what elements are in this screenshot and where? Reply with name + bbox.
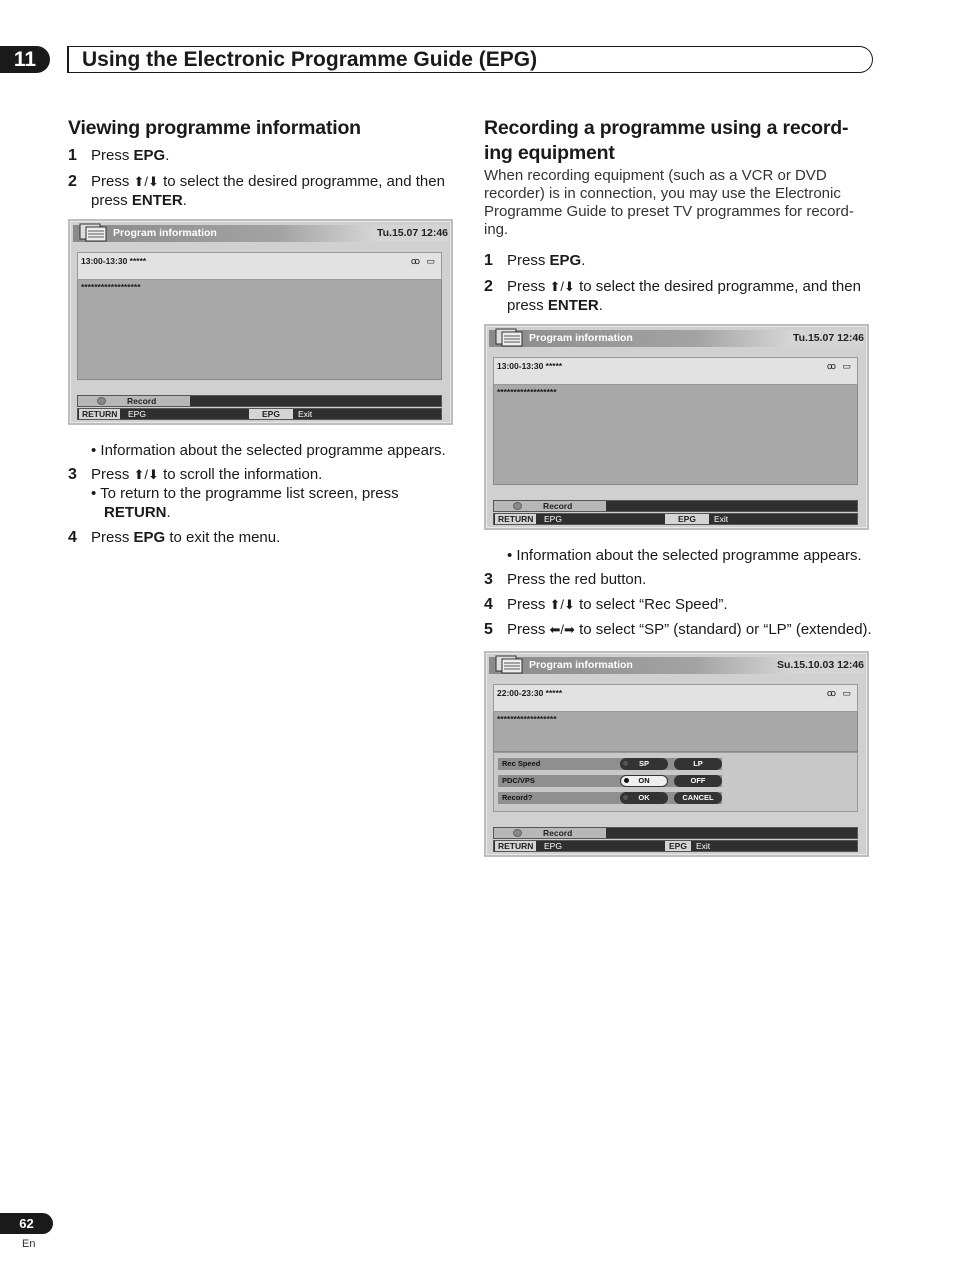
right-bullet-1: • Information about the selected programme appears. xyxy=(507,547,862,564)
option-off[interactable] xyxy=(674,775,722,787)
step-text: Press xyxy=(91,529,134,546)
record-label: Record xyxy=(543,501,573,511)
right-heading: Recording a programme using a record-ing equipment xyxy=(484,117,849,164)
osd-info-header xyxy=(493,684,858,712)
step-text: . xyxy=(165,147,170,164)
left-bullet-2 xyxy=(68,484,458,522)
up-down-arrow-icon: ⬆/⬇ xyxy=(549,279,575,294)
osd-titlebar xyxy=(489,657,864,674)
step-text: Press xyxy=(507,252,550,269)
key-label: ENTER xyxy=(131,192,183,209)
option-sp[interactable] xyxy=(620,758,668,770)
option-label: ON xyxy=(638,776,650,785)
osd-nav-bar xyxy=(493,840,858,852)
step-text: . xyxy=(182,192,187,209)
stereo-subtitle-icon: ꝏ ▭ xyxy=(826,688,853,698)
red-button-icon xyxy=(97,397,106,405)
left-bullet-1: • Information about the selected programme appears. xyxy=(91,442,446,459)
step-text: to select “Rec Speed”. xyxy=(574,596,728,613)
programme-description: ****************** xyxy=(81,282,141,292)
osd-info-header xyxy=(493,357,858,385)
record-cell xyxy=(494,828,607,838)
option-ok[interactable] xyxy=(620,792,668,804)
record-label: Record xyxy=(127,396,157,406)
red-button-icon xyxy=(513,829,522,837)
option-label: OK xyxy=(638,793,650,802)
exit-label: Exit xyxy=(298,409,313,419)
step-text: Press the red button. xyxy=(507,571,647,588)
osd-datetime: Su.15.10.03 12:46 xyxy=(777,659,864,671)
osd-titlebar xyxy=(489,330,864,347)
left-right-arrow-icon: ⬅/➡ xyxy=(549,622,575,637)
step-text: to select the desired programme, and then press xyxy=(507,278,861,314)
osd-info-header xyxy=(77,252,442,280)
osd-titlebar xyxy=(73,225,448,242)
left-column xyxy=(68,116,458,547)
record-cell xyxy=(494,501,607,511)
tv-guide-icon xyxy=(495,654,523,674)
right-column xyxy=(484,116,876,857)
osd-title: Program information xyxy=(113,227,217,239)
step-number: 3 xyxy=(484,571,493,588)
option-label: LP xyxy=(693,759,703,768)
step-text: Press xyxy=(507,621,550,638)
setting-label: Record? xyxy=(502,793,533,802)
setting-label: PDC/VPS xyxy=(502,776,535,785)
setting-label: Rec Speed xyxy=(502,759,541,768)
right-step-3 xyxy=(484,570,876,589)
up-down-arrow-icon: ⬆/⬇ xyxy=(133,174,159,189)
right-intro: When recording equipment (such as a VCR or DVD recorder) is in connection, you may use the Electronic Programme Guide to preset TV programmes for record-ing. xyxy=(484,167,854,238)
return-label: EPG xyxy=(128,409,146,419)
osd-nav-bar xyxy=(493,513,858,525)
tv-guide-icon xyxy=(495,327,523,347)
return-key[interactable]: RETURN xyxy=(495,514,536,524)
step-number: 3 xyxy=(68,466,77,483)
step-text: Press xyxy=(507,596,550,613)
osd-title: Program information xyxy=(529,659,633,671)
stereo-subtitle-icon: ꝏ ▭ xyxy=(826,361,853,371)
radio-dot-icon xyxy=(624,778,629,783)
step-number: 2 xyxy=(484,278,493,295)
return-label: EPG xyxy=(544,841,562,851)
osd-info-body xyxy=(493,385,858,485)
language-code: En xyxy=(22,1238,36,1250)
osd-nav-bar xyxy=(77,408,442,420)
osd-record-bar[interactable] xyxy=(77,395,442,407)
left-step-4 xyxy=(68,528,458,547)
left-step-1 xyxy=(68,146,458,165)
option-lp[interactable] xyxy=(674,758,722,770)
option-label: OFF xyxy=(690,776,706,785)
osd-program-information-2 xyxy=(484,324,869,530)
step-number: 4 xyxy=(68,529,77,546)
bullet-text: . xyxy=(166,504,171,521)
key-label: EPG xyxy=(133,529,166,546)
left-heading: Viewing programme information xyxy=(68,117,361,139)
right-step-4 xyxy=(484,595,876,614)
page-number: 62 xyxy=(0,1213,53,1234)
return-label: EPG xyxy=(544,514,562,524)
osd-title: Program information xyxy=(529,332,633,344)
option-on[interactable] xyxy=(620,775,668,787)
step-number: 5 xyxy=(484,621,493,638)
programme-time: 13:00-13:30 ***** xyxy=(81,256,147,266)
programme-time: 13:00-13:30 ***** xyxy=(497,361,563,371)
exit-label: Exit xyxy=(714,514,729,524)
tv-guide-icon xyxy=(79,222,107,242)
record-label: Record xyxy=(543,828,573,838)
right-step-2 xyxy=(484,277,876,315)
epg-key[interactable]: EPG xyxy=(665,514,709,524)
setting-row-record xyxy=(498,792,722,804)
osd-datetime: Tu.15.07 12:46 xyxy=(792,332,864,344)
osd-record-settings xyxy=(493,752,858,812)
step-text: . xyxy=(581,252,586,269)
epg-key[interactable]: EPG xyxy=(249,409,293,419)
osd-datetime: Tu.15.07 12:46 xyxy=(376,227,448,239)
step-text: Press xyxy=(91,147,134,164)
setting-row-pdc-vps xyxy=(498,775,722,787)
key-label: EPG xyxy=(549,252,582,269)
left-step-3 xyxy=(68,465,458,484)
right-step-5 xyxy=(484,620,876,639)
exit-label: Exit xyxy=(696,841,711,851)
key-label: RETURN xyxy=(104,504,167,521)
step-text: to scroll the information. xyxy=(158,466,323,483)
radio-dot-icon xyxy=(623,761,628,766)
radio-dot-icon xyxy=(623,795,628,800)
key-label: ENTER xyxy=(547,297,599,314)
step-number: 1 xyxy=(484,252,493,269)
chapter-title: Using the Electronic Programme Guide (EPG) xyxy=(82,47,538,71)
epg-key[interactable]: EPG xyxy=(665,841,691,851)
programme-description: ****************** xyxy=(497,714,557,724)
option-label: CANCEL xyxy=(682,793,714,802)
step-number: 2 xyxy=(68,173,77,190)
step-text: to exit the menu. xyxy=(165,529,281,546)
return-key[interactable]: RETURN xyxy=(79,409,120,419)
step-number: 4 xyxy=(484,596,493,613)
osd-record-bar[interactable] xyxy=(493,500,858,512)
up-down-arrow-icon: ⬆/⬇ xyxy=(133,467,159,482)
programme-time: 22:00-23:30 ***** xyxy=(497,688,563,698)
key-label: EPG xyxy=(133,147,166,164)
osd-record-bar[interactable] xyxy=(493,827,858,839)
step-text: Press xyxy=(507,278,550,295)
step-text: to select “SP” (standard) or “LP” (extended). xyxy=(574,621,872,638)
osd-program-information-1 xyxy=(68,219,453,425)
option-cancel[interactable] xyxy=(674,792,722,804)
osd-program-information-3 xyxy=(484,651,869,857)
left-step-2 xyxy=(68,172,458,210)
up-down-arrow-icon: ⬆/⬇ xyxy=(549,597,575,612)
record-cell xyxy=(78,396,191,406)
setting-row-rec-speed xyxy=(498,758,722,770)
step-number: 1 xyxy=(68,147,77,164)
osd-info-body xyxy=(493,712,858,752)
step-text: to select the desired programme, and then press xyxy=(91,173,445,209)
step-text: . xyxy=(598,297,603,314)
chapter-title-bar xyxy=(68,46,873,73)
return-key[interactable]: RETURN xyxy=(495,841,536,851)
stereo-subtitle-icon: ꝏ ▭ xyxy=(410,256,437,266)
chapter-number-badge: 11 xyxy=(0,46,50,73)
bullet-text: • To return to the programme list screen, press xyxy=(91,485,399,502)
step-text: Press xyxy=(91,173,134,190)
option-label: SP xyxy=(638,759,649,768)
step-text: Press xyxy=(91,466,134,483)
right-step-1 xyxy=(484,251,876,270)
osd-info-body xyxy=(77,280,442,380)
red-button-icon xyxy=(513,502,522,510)
programme-description: ****************** xyxy=(497,387,557,397)
